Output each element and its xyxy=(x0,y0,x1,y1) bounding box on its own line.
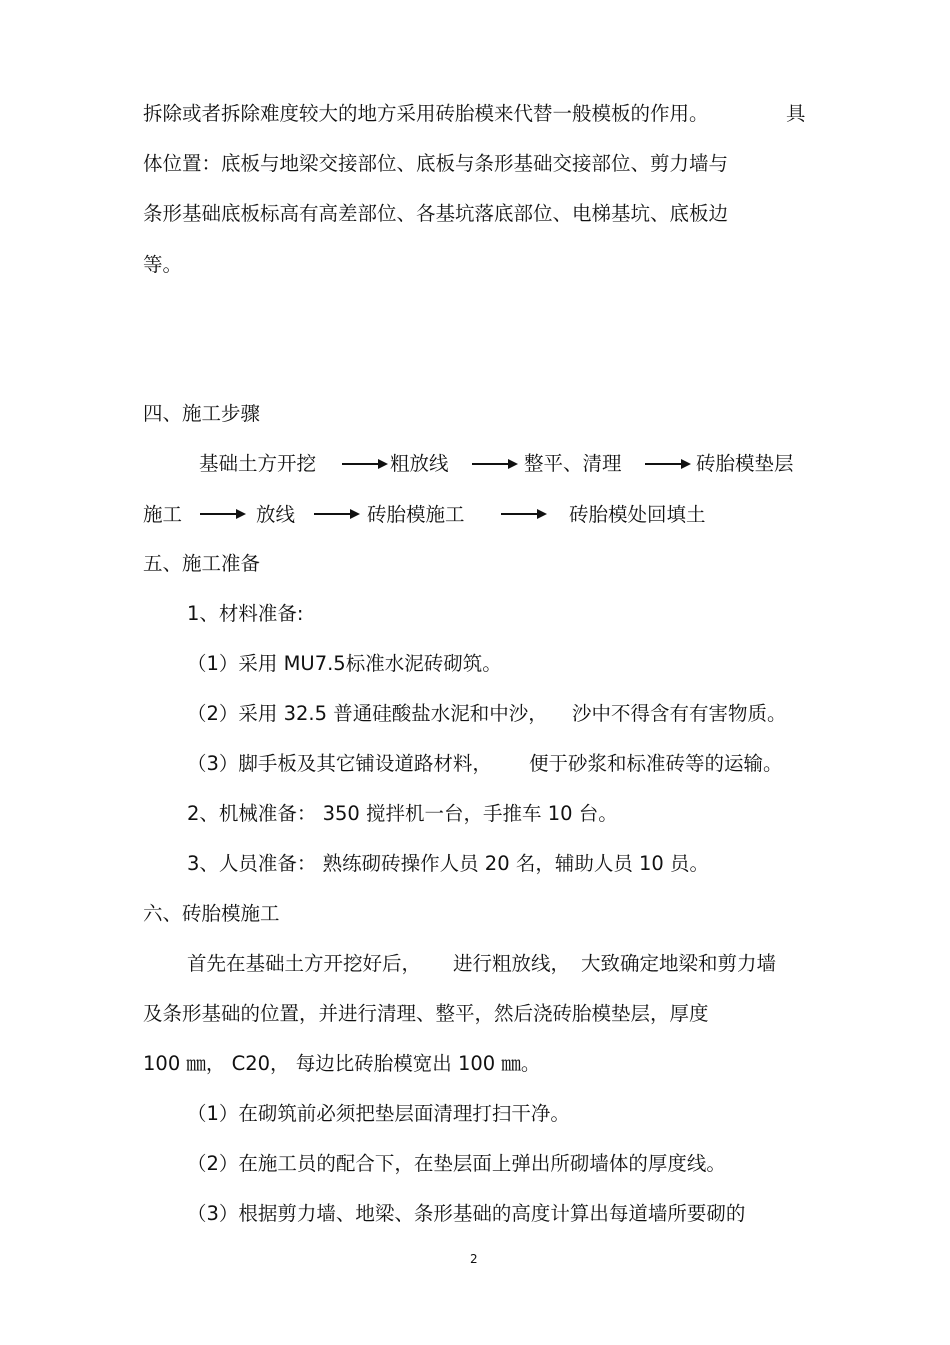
page-number: 2 xyxy=(470,1252,478,1266)
flow-step: 施工 xyxy=(143,503,183,526)
section-5-title: 五、施工准备 xyxy=(143,552,261,575)
para-1c: 大致确定地梁和剪力墙 xyxy=(581,952,777,975)
intro-line-1b: 具 xyxy=(786,102,806,125)
para-2: 及条形基础的位置，并进行清理、整平，然后浇砖胎模垫层，厚度 xyxy=(143,1002,709,1025)
material-prep-title: 1、材料准备: xyxy=(187,602,304,625)
step-1: （1）在砌筑前必须把垫层面清理打扫干净。 xyxy=(187,1102,570,1125)
material-item-2a: （2）采用 32.5 普通硅酸盐水泥和中沙， xyxy=(187,702,548,725)
section-4-title: 四、施工步骤 xyxy=(143,402,261,425)
material-item-3b: 便于砂浆和标准砖等的运输。 xyxy=(529,752,783,775)
flow-step: 砖胎模处回填土 xyxy=(569,503,706,526)
flow-arrow-icon xyxy=(314,509,360,519)
flow-arrow-icon xyxy=(200,509,246,519)
intro-line-1a: 拆除或者拆除难度较大的地方采用砖胎模来代替一般模板的作用。 xyxy=(143,102,709,125)
flow-arrow-icon xyxy=(342,459,388,469)
flow-step: 放线 xyxy=(256,503,296,526)
flow-step: 整平、清理 xyxy=(524,452,622,475)
flow-arrow-icon xyxy=(472,459,518,469)
flow-step: 基础土方开挖 xyxy=(199,452,317,475)
material-item-1: （1）采用 MU7.5标准水泥砖砌筑。 xyxy=(187,652,502,675)
intro-line-2: 体位置：底板与地梁交接部位、底板与条形基础交接部位、剪力墙与 xyxy=(143,152,729,175)
flow-step: 砖胎模施工 xyxy=(367,503,465,526)
staff-prep: 3、人员准备： 熟练砌砖操作人员 20 名，辅助人员 10 员。 xyxy=(187,852,710,875)
para-3: 100 ㎜， C20， 每边比砖胎模宽出 100 ㎜。 xyxy=(143,1052,541,1075)
intro-line-3: 条形基础底板标高有高差部位、各基坑落底部位、电梯基坑、底板边 xyxy=(143,202,729,225)
intro-line-4: 等。 xyxy=(143,253,183,276)
step-3: （3）根据剪力墙、地梁、条形基础的高度计算出每道墙所要砌的 xyxy=(187,1202,746,1225)
flow-step: 砖胎模垫层 xyxy=(696,452,794,475)
para-1a: 首先在基础土方开挖好后， xyxy=(187,952,422,975)
material-item-2b: 沙中不得含有有害物质。 xyxy=(572,702,787,725)
flow-arrow-icon xyxy=(501,509,547,519)
step-2: （2）在施工员的配合下，在垫层面上弹出所砌墙体的厚度线。 xyxy=(187,1152,726,1175)
section-6-title: 六、砖胎模施工 xyxy=(143,902,280,925)
machine-prep: 2、机械准备： 350 搅拌机一台，手推车 10 台。 xyxy=(187,802,618,825)
flow-step: 粗放线 xyxy=(390,452,449,475)
para-1b: 进行粗放线， xyxy=(453,952,571,975)
flow-arrow-icon xyxy=(645,459,691,469)
material-item-3a: （3）脚手板及其它铺设道路材料， xyxy=(187,752,492,775)
